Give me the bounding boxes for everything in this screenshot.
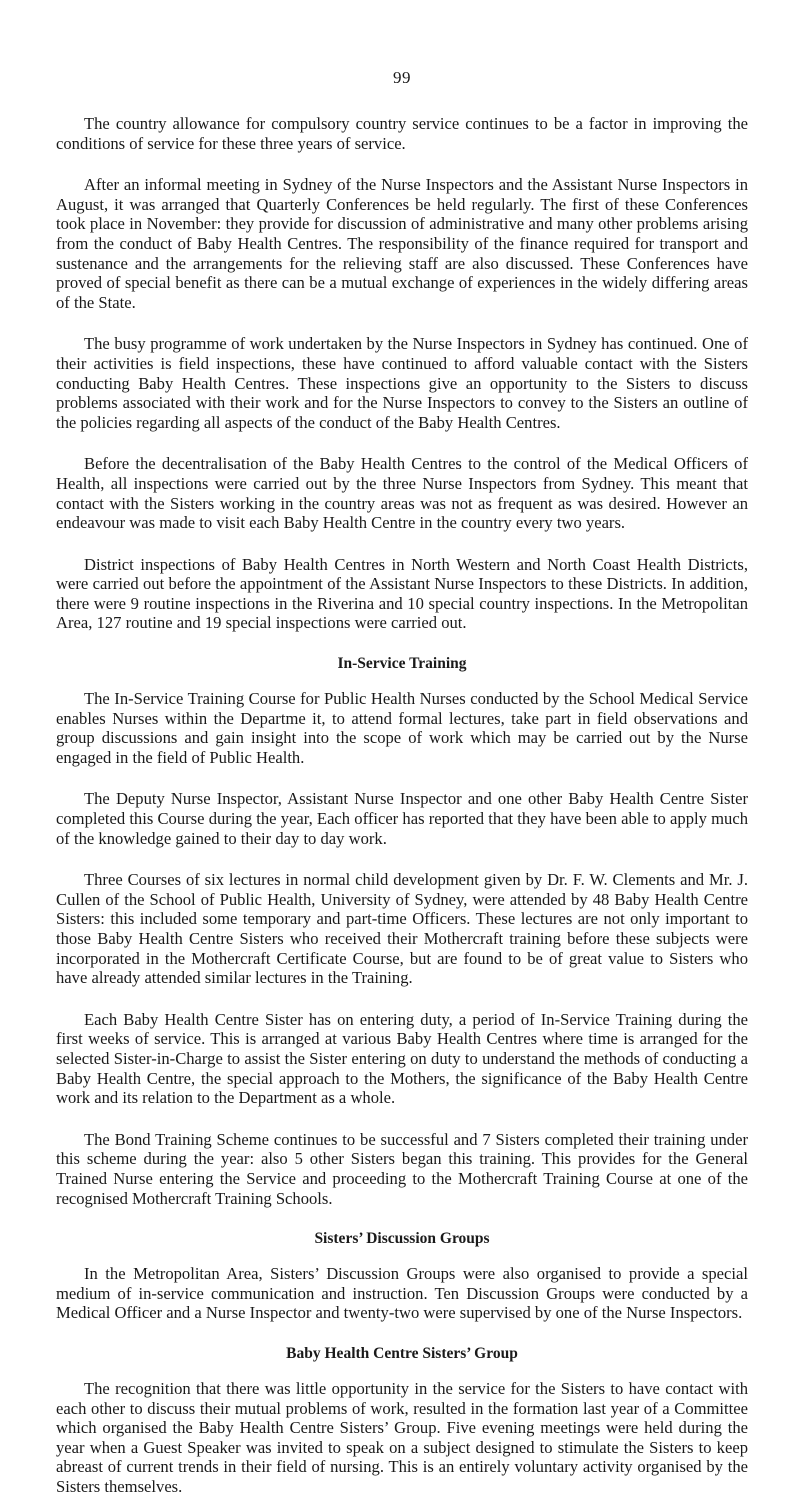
paragraph-decentralisation: Before the decentralisation of the Baby Health Centres to the control of the Medical Officers of Health, all inspections were carried out by the three Nurse Inspectors from Sydney. This meant that contact with the Sisters working in the country areas was not as frequent as was desired. However an endeavour was made to visit each Baby Health Centre in the country every two years. bbox=[56, 454, 748, 533]
paragraph-bond-training-scheme: The Bond Training Scheme continues to be successful and 7 Sisters completed their training under this scheme during the year: also 5 other Sisters began this training. This provides for the General Trained Nurse entering the Service and proceeding to the Mothercraft Training Course at one of the recognised Mothercraft Training Schools. bbox=[56, 1129, 748, 1208]
page-number: 99 bbox=[393, 68, 411, 87]
paragraph-district-inspections: District inspections of Baby Health Centres in North Western and North Coast Health Districts, were carried out before the appointment of the Assistant Nurse Inspectors to these Districts. In addition, there were 9 routine inspections in the Riverina and 10 special country inspections. In the Metropolitan Area, 127 routine and 19 special inspections were carried out. bbox=[56, 554, 748, 633]
paragraph-child-development-lectures: Three Courses of six lectures in normal child development given by Dr. F. W. Clements and Mr. J. Cullen of the School of Public Health, University of Sydney, were attended by 48 Baby Health Centre Sisters: this included some temporary and part-time Officers. These lectures are not only important to those Baby Health Centre Sisters who received their Mothercraft training before these subjects were incorporated in the Mothercraft Certificate Course, but are found to be of great value to Sisters who have already attended similar lectures in the Training. bbox=[56, 870, 748, 988]
paragraph-sisters-group: The recognition that there was little opportunity in the service for the Sisters to have contact with each other to discuss their mutual problems of work, resulted in the formation last year of a Committee which organised the Baby Health Centre Sisters’ Group. Five evening meetings were held during the year when a Guest Speaker was invited to speak on a subject designed to stimulate the Sisters to keep abreast of current trends in their field of nursing. This is an entirely voluntary activity organised by the Sisters themselves. bbox=[56, 1378, 748, 1496]
paragraph-country-allowance: The country allowance for compulsory country service continues to be a factor in improving the conditions of service for these three years of service. bbox=[56, 114, 748, 153]
section-heading-sisters-group: Baby Health Centre Sisters’ Group bbox=[286, 1344, 518, 1362]
paragraph-discussion-groups: In the Metropolitan Area, Sisters’ Discussion Groups were also organised to provide a special medium of in-service communication and instruction. Ten Discussion Groups were conducted by a Medical Officer and a Nurse Inspector and twenty-two were supervised by one of the Nurse Inspectors. bbox=[56, 1264, 748, 1323]
section-heading-discussion-groups: Sisters’ Discussion Groups bbox=[314, 1230, 490, 1248]
paragraph-nurse-inspectors-programme: The busy programme of work undertaken by the Nurse Inspectors in Sydney has continued. One of their activities is field inspections, these have continued to afford valuable contact with the Sisters conducting Baby Health Centres. These inspections give an opportunity to the Sisters to discuss problems associated with their work and for the Nurse Inspectors to convey to the Sisters an outline of the policies regarding all aspects of the conduct of the Baby Health Centres. bbox=[56, 334, 748, 432]
section-heading-in-service-training: In-Service Training bbox=[337, 655, 467, 673]
paragraph-quarterly-conferences: After an informal meeting in Sydney of the Nurse Inspectors and the Assistant Nurse Inspectors in August, it was arranged that Quarterly Conferences be held regularly. The first of these Conferences took place in November: they provide for discussion of administrative and many other problems arising from the conduct of Baby Health Centres. The responsibility of the finance required for transport and sustenance and the arrangements for the relieving staff are also discussed. These Conferences have proved of special benefit as there can be a mutual exchange of experiences in the widely differing areas of the State. bbox=[56, 175, 748, 312]
paragraph-entering-duty-training: Each Baby Health Centre Sister has on entering duty, a period of In-Service Training during the first weeks of service. This is arranged at various Baby Health Centres where time is arranged for the selected Sister-in-Charge to assist the Sister entering on duty to understand the methods of conducting a Baby Health Centre, the special approach to the Mothers, the significance of the Baby Health Centre work and its relation to the Department as a whole. bbox=[56, 1009, 748, 1108]
paragraph-deputy-nurse-inspector: The Deputy Nurse Inspector, Assistant Nurse Inspector and one other Baby Health Centre Sister completed this Course during the year, Each officer has reported that they have been able to apply much of the knowledge gained to their day to day work. bbox=[56, 789, 748, 848]
paragraph-in-service-course: The In-Service Training Course for Public Health Nurses conducted by the School Medical Service enables Nurses within the Departme it, to attend formal lectures, take part in field observations and group discussions and gain insight into the scope of work which may be carried out by the Nurse engaged in the field of Public Health. bbox=[56, 689, 748, 767]
